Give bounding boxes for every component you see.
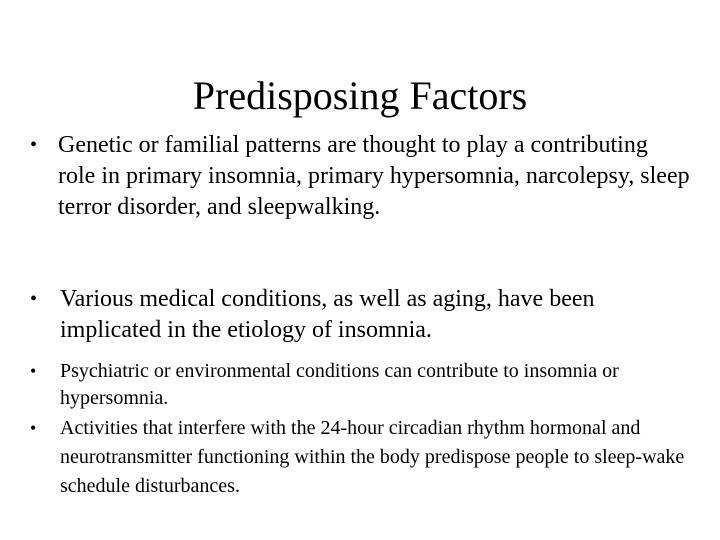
- bullet-item: [30, 358, 690, 412]
- bullet-text: Psychiatric or environmental conditions can contribute to insomnia or hypersomnia.: [60, 360, 619, 409]
- bullet-marker: •: [30, 134, 38, 156]
- bullet-text: Activities that interfere with the 24-hour circadian rhythm hormonal and neurotransmitter functioning within the body predispose people to sleep-wake schedule disturbances.: [60, 417, 685, 497]
- bullet-item: [30, 130, 690, 223]
- bullet-marker: •: [30, 361, 37, 381]
- bullet-item: [30, 284, 700, 346]
- bullet-marker: •: [30, 418, 37, 438]
- bullet-text: Genetic or familial patterns are thought to play a contributing role in primary insomnia, primary hypersomnia, narcolepsy, sleep terror disorder, and sleepwalking.: [58, 132, 690, 220]
- bullet-item: [30, 414, 690, 501]
- bullet-marker: •: [30, 288, 38, 310]
- bullet-text: Various medical conditions, as well as aging, have been implicated in the etiology of insomnia.: [60, 286, 595, 343]
- slide-title: Predisposing Factors: [192, 73, 528, 118]
